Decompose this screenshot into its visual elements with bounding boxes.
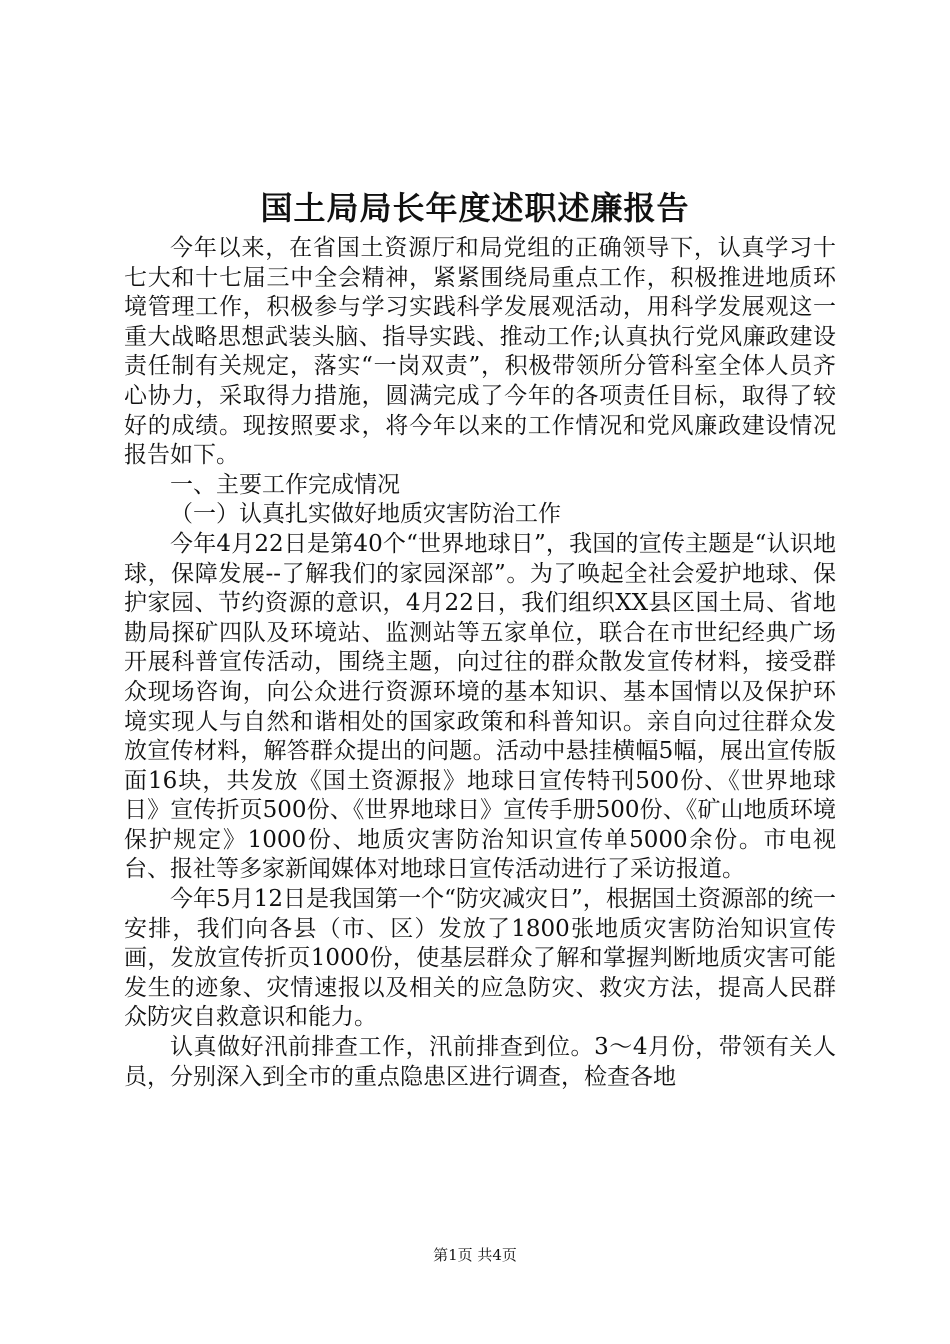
section-heading-main-work: 一、主要工作完成情况 (170, 471, 400, 498)
page-number-footer: 第1页 共4页 (433, 1246, 517, 1264)
subsection-heading-geohazard: （一）认真扎实做好地质灾害防治工作 (170, 501, 561, 528)
paragraph-earth-day: 今年4月22日是第40个“世界地球日”，我国的宣传主题是“认识地球，保障发展--了解我们的家园深部”。为了唤起全社会爱护地球、保护家园、节约资源的意识，4月22日，我们组织XX县区国土局、省地勘局探矿四队及环境站、监测站等五家单位，联合在市世纪经典广场开展科普宣传活动，围绕主题，向过往的群众散发宣传材料，接受群众现场咨询，向公众进行资源环境的基本知识、基本国情以及保护环境实现人与自然和谐相处的国家政策和科普知识。亲自向过往群众发放宣传材料，解答群众提出的问题。活动中悬挂横幅5幅，展出宣传版面16块，共发放《国土资源报》地球日宣传特刊500份、《世界地球日》宣传折页500份、《世界地球日》宣传手册500份、《矿山地质环境保护规定》1000份、地质灾害防治知识宣传单5000余份。市电视台、报社等多家新闻媒体对地球日宣传活动进行了采访报道。 (124, 530, 836, 883)
paragraph-disaster-day: 今年5月12日是我国第一个“防灾减灾日”，根据国土资源部的统一安排，我们向各县（市、区）发放了1800张地质灾害防治知识宣传画，发放宣传折页1000份，使基层群众了解和掌握判断地质灾害可能发生的迹象、灾情速报以及相关的应急防灾、救灾方法，提高人民群众防灾自救意识和能力。 (124, 886, 836, 1031)
document-title: 国土局局长年度述职述廉报告 (260, 189, 690, 227)
document-body (124, 234, 836, 1092)
paragraph-intro: 今年以来，在省国土资源厅和局党组的正确领导下，认真学习十七大和十七届三中全会精神，紧紧围绕局重点工作，积极推进地质环境管理工作，积极参与学习实践科学发展观活动，用科学发展观这一重大战略思想武装头脑、指导实践、推动工作;认真执行党风廉政建设责任制有关规定，落实“一岗双责”，积极带领所分管科室全体人员齐心协力，采取得力措施，圆满完成了今年的各项责任目标，取得了较好的成绩。现按照要求，将今年以来的工作情况和党风廉政建设情况报告如下。 (124, 235, 836, 469)
paragraph-flood-inspection: 认真做好汛前排查工作，汛前排查到位。3～4月份，带领有关人员，分别深入到全市的重点隐患区进行调查，检查各地 (124, 1034, 836, 1090)
